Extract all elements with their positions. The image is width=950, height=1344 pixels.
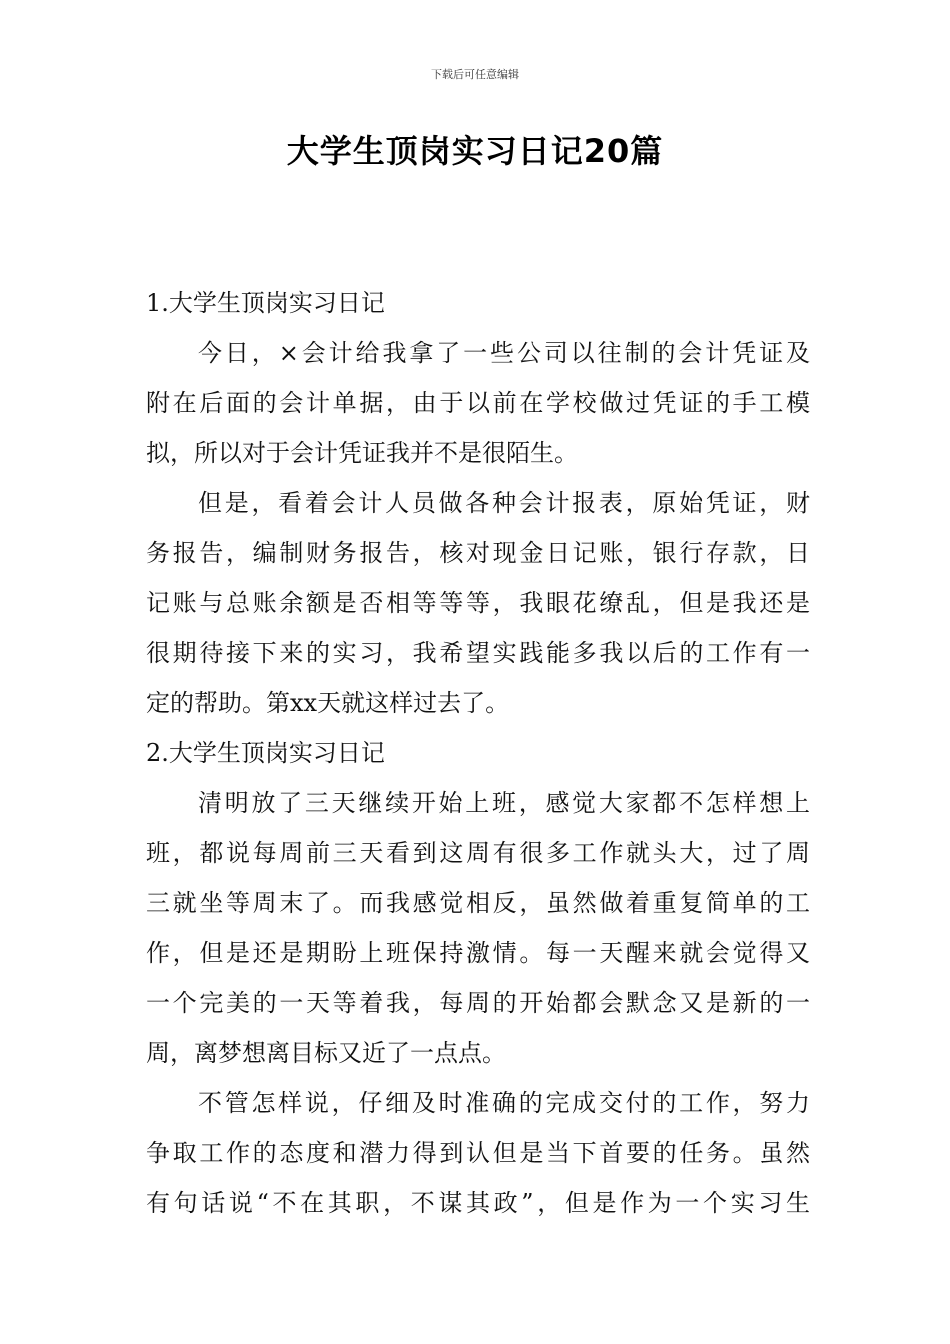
paragraph-line: 务报告，编制财务报告，核对现金日记账，银行存款，日 — [146, 539, 810, 567]
paragraph — [146, 328, 810, 478]
section-heading-1: 1.大学生顶岗实习日记 — [146, 289, 385, 317]
paragraph-line: 不管怎样说，仔细及时准确的完成交付的工作，努力 — [198, 1089, 810, 1117]
document-body — [146, 278, 810, 1228]
paragraph-line: 作，但是还是期盼上班保持激情。每一天醒来就会觉得又 — [146, 939, 810, 967]
document-title: 大学生顶岗实习日记20篇 — [286, 132, 664, 170]
section-heading-2: 2.大学生顶岗实习日记 — [146, 739, 385, 767]
paragraph-line: 争取工作的态度和潜力得到认但是当下首要的任务。虽然 — [146, 1139, 810, 1167]
paragraph — [146, 778, 810, 1078]
paragraph-line: 清明放了三天继续开始上班，感觉大家都不怎样想上 — [198, 789, 810, 817]
paragraph-line: 拟，所以对于会计凭证我并不是很陌生。 — [146, 439, 578, 467]
paragraph-line: 定的帮助。第xx天就这样过去了。 — [146, 689, 510, 717]
paragraph-line: 但是，看着会计人员做各种会计报表，原始凭证，财 — [198, 489, 810, 517]
paragraph-line: 三就坐等周末了。而我感觉相反，虽然做着重复简单的工 — [146, 889, 810, 917]
paragraph — [146, 478, 810, 728]
paragraph-line: 周，离梦想离目标又近了一点点。 — [146, 1039, 506, 1067]
paragraph-line: 班，都说每周前三天看到这周有很多工作就头大，过了周 — [146, 839, 810, 867]
header-note: 下载后可任意编辑 — [431, 68, 519, 81]
paragraph — [146, 1078, 810, 1228]
paragraph-line: 附在后面的会计单据，由于以前在学校做过凭证的手工模 — [146, 389, 810, 417]
paragraph-line: 有句话说“不在其职，不谋其政”，但是作为一个实习生 — [146, 1189, 810, 1217]
paragraph-line: 一个完美的一天等着我，每周的开始都会默念又是新的一 — [146, 989, 810, 1017]
paragraph-line: 记账与总账余额是否相等等等，我眼花缭乱，但是我还是 — [146, 589, 810, 617]
paragraph-line: 今日，×会计给我拿了一些公司以往制的会计凭证及 — [198, 339, 810, 367]
paragraph-line: 很期待接下来的实习，我希望实践能多我以后的工作有一 — [146, 639, 810, 667]
